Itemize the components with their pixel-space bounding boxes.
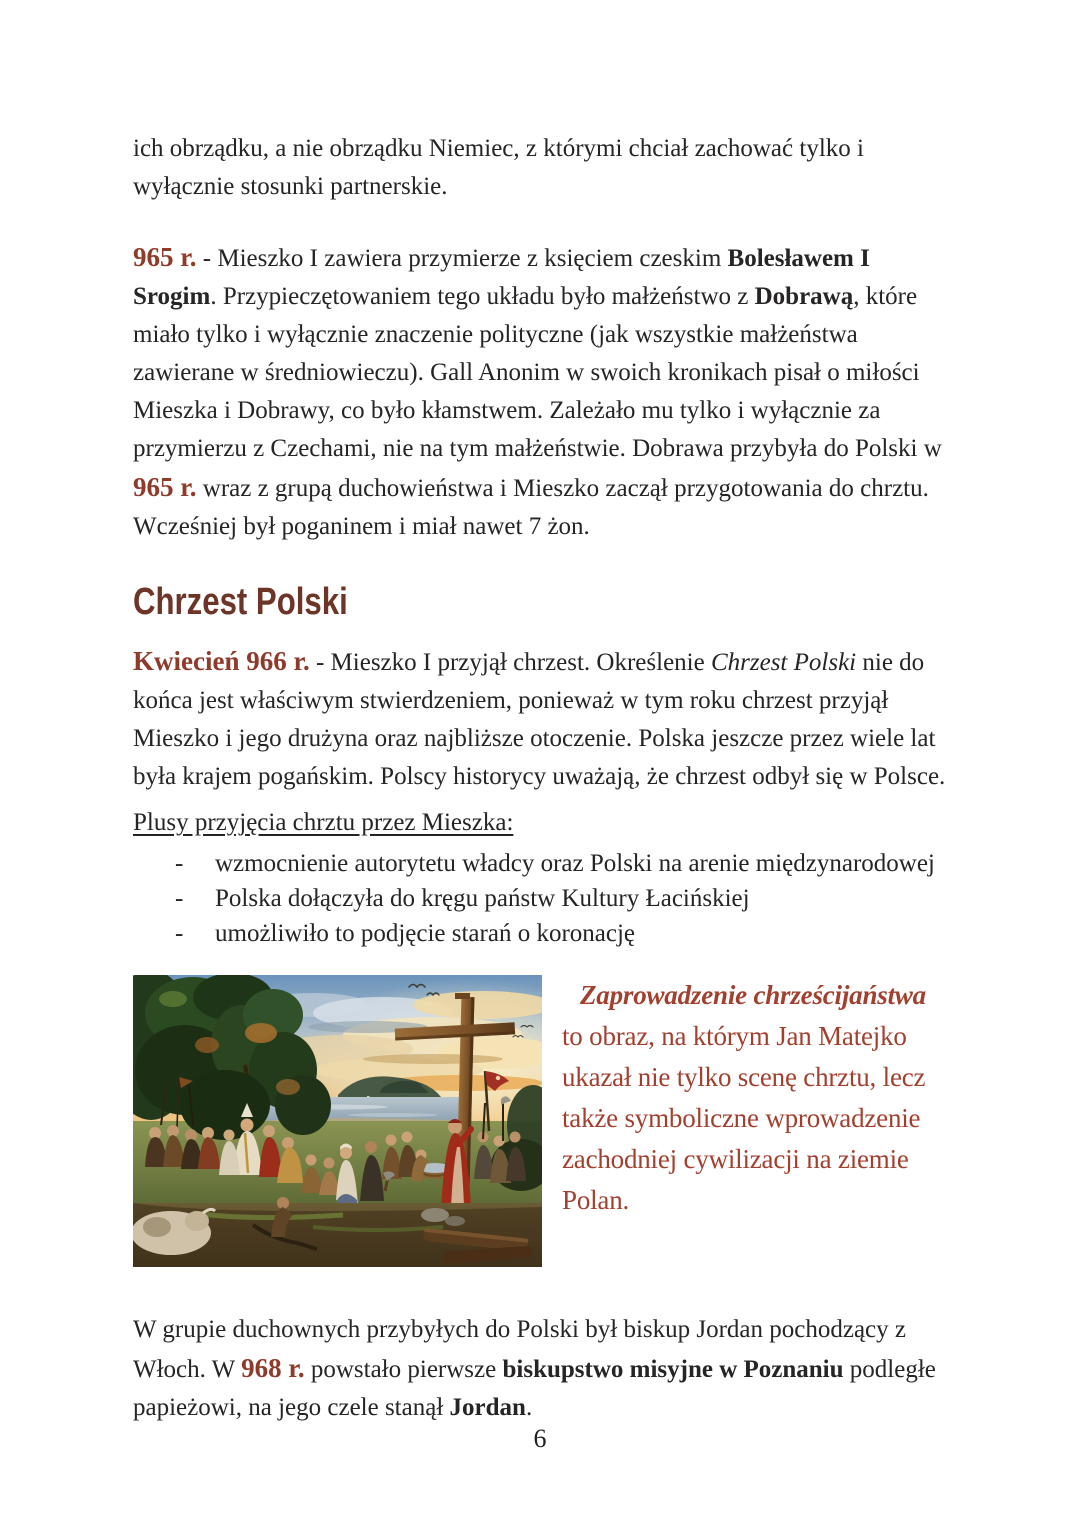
- text-segment: wraz z grupą duchowieństwa i Mieszko zaczął przygotowania do chrztu. Wcześniej był poganinem i miał nawet 7 żon.: [133, 475, 929, 540]
- text-segment: Zaprowadzenie chrześcijaństwa: [580, 980, 926, 1010]
- text-segment: . Przypieczętowaniem tego układu było małżeństwo z: [210, 283, 755, 310]
- text-segment: podległe papieżowi, na jego czele stanął: [133, 1356, 936, 1421]
- text-segment: Jordan: [449, 1394, 526, 1421]
- figure-row: [133, 975, 952, 1267]
- text-segment: nie do końca jest właściwym stwierdzeniem, ponieważ w tym roku chrzest przyjął Mieszko i jego drużyna oraz najbliższe otoczenie. Polska jeszcze przez wiele lat była krajem pogańskim. Polscy historycy uważają, że chrzest odbył się w Polsce.: [133, 649, 946, 790]
- text-segment: ich obrządku, a nie obrządku Niemiec, z którymi chciał zachować tylko i wyłącznie stosunki partnerskie.: [133, 135, 864, 200]
- dash-bullet: -: [175, 920, 184, 947]
- section-heading-text: Chrzest Polski: [133, 581, 348, 623]
- list-item-text: wzmocnienie autorytetu władcy oraz Polski na arenie międzynarodowej: [215, 850, 935, 877]
- benefits-list: [133, 846, 952, 951]
- painting-canvas: [133, 975, 542, 1267]
- text-segment: Kwiecień 966 r.: [133, 646, 310, 676]
- painting-caption: [542, 975, 952, 1221]
- text-segment: Chrzest Polski: [710, 649, 857, 676]
- paragraph-966: [133, 642, 952, 796]
- paragraph-968: [133, 1311, 952, 1427]
- list-item: [175, 846, 952, 881]
- list-item-text: umożliwiło to podjęcie starań o koronację: [215, 920, 636, 947]
- list-header: [133, 808, 952, 838]
- text-segment: .: [525, 1394, 533, 1421]
- text-segment: - Mieszko I zawiera przymierze z księciem czeskim: [196, 245, 728, 272]
- text-segment: powstało pierwsze: [304, 1356, 503, 1383]
- page-content: [133, 130, 952, 1427]
- text-segment: W grupie duchownych przybyłych do Polski był biskup Jordan pochodzący z Włoch. W: [133, 1316, 906, 1383]
- list-header-text: Plusy przyjęcia chrztu przez Mieszka:: [133, 809, 514, 836]
- list-item-text: Polska dołączyła do kręgu państw Kultury Łacińskiej: [215, 885, 750, 912]
- text-segment: , które miało tylko i wyłącznie znaczenie polityczne (jak wszystkie małżeństwa zawierane w średniowieczu). Gall Anonim w swoich kronikach pisał o miłości Mieszka i Dobrawy, co było kłamstwem. Zależało mu tylko i wyłącznie za przymierzu z Czechami, nie na tym małżeństwie. Dobrawa przybyła do Polski w: [133, 283, 942, 462]
- matejko-painting-image: [133, 975, 542, 1267]
- list-item: [175, 881, 952, 916]
- paragraph-965: [133, 238, 952, 546]
- text-segment: to obraz, na którym Jan Matejko ukazał nie tylko scenę chrztu, lecz także symboliczne wprowadzenie zachodniej cywilizacji na ziemie Polan.: [562, 1021, 926, 1215]
- dash-bullet: -: [175, 850, 184, 877]
- text-segment: 965 r.: [133, 472, 197, 502]
- text-segment: 965 r.: [133, 242, 197, 272]
- dash-bullet: -: [175, 885, 184, 912]
- page-number: 6: [533, 1424, 547, 1453]
- text-segment: biskupstwo misyjne w Poznaniu: [502, 1356, 844, 1383]
- list-item: [175, 916, 952, 951]
- text-segment: - Mieszko I przyjął chrzest. Określenie: [309, 649, 711, 676]
- text-segment: Bolesławem I Srogim: [133, 245, 870, 310]
- text-segment: Dobrawą: [754, 283, 854, 310]
- section-heading: [133, 582, 952, 622]
- paragraph-intro: [133, 130, 952, 206]
- text-segment: 968 r.: [241, 1353, 305, 1383]
